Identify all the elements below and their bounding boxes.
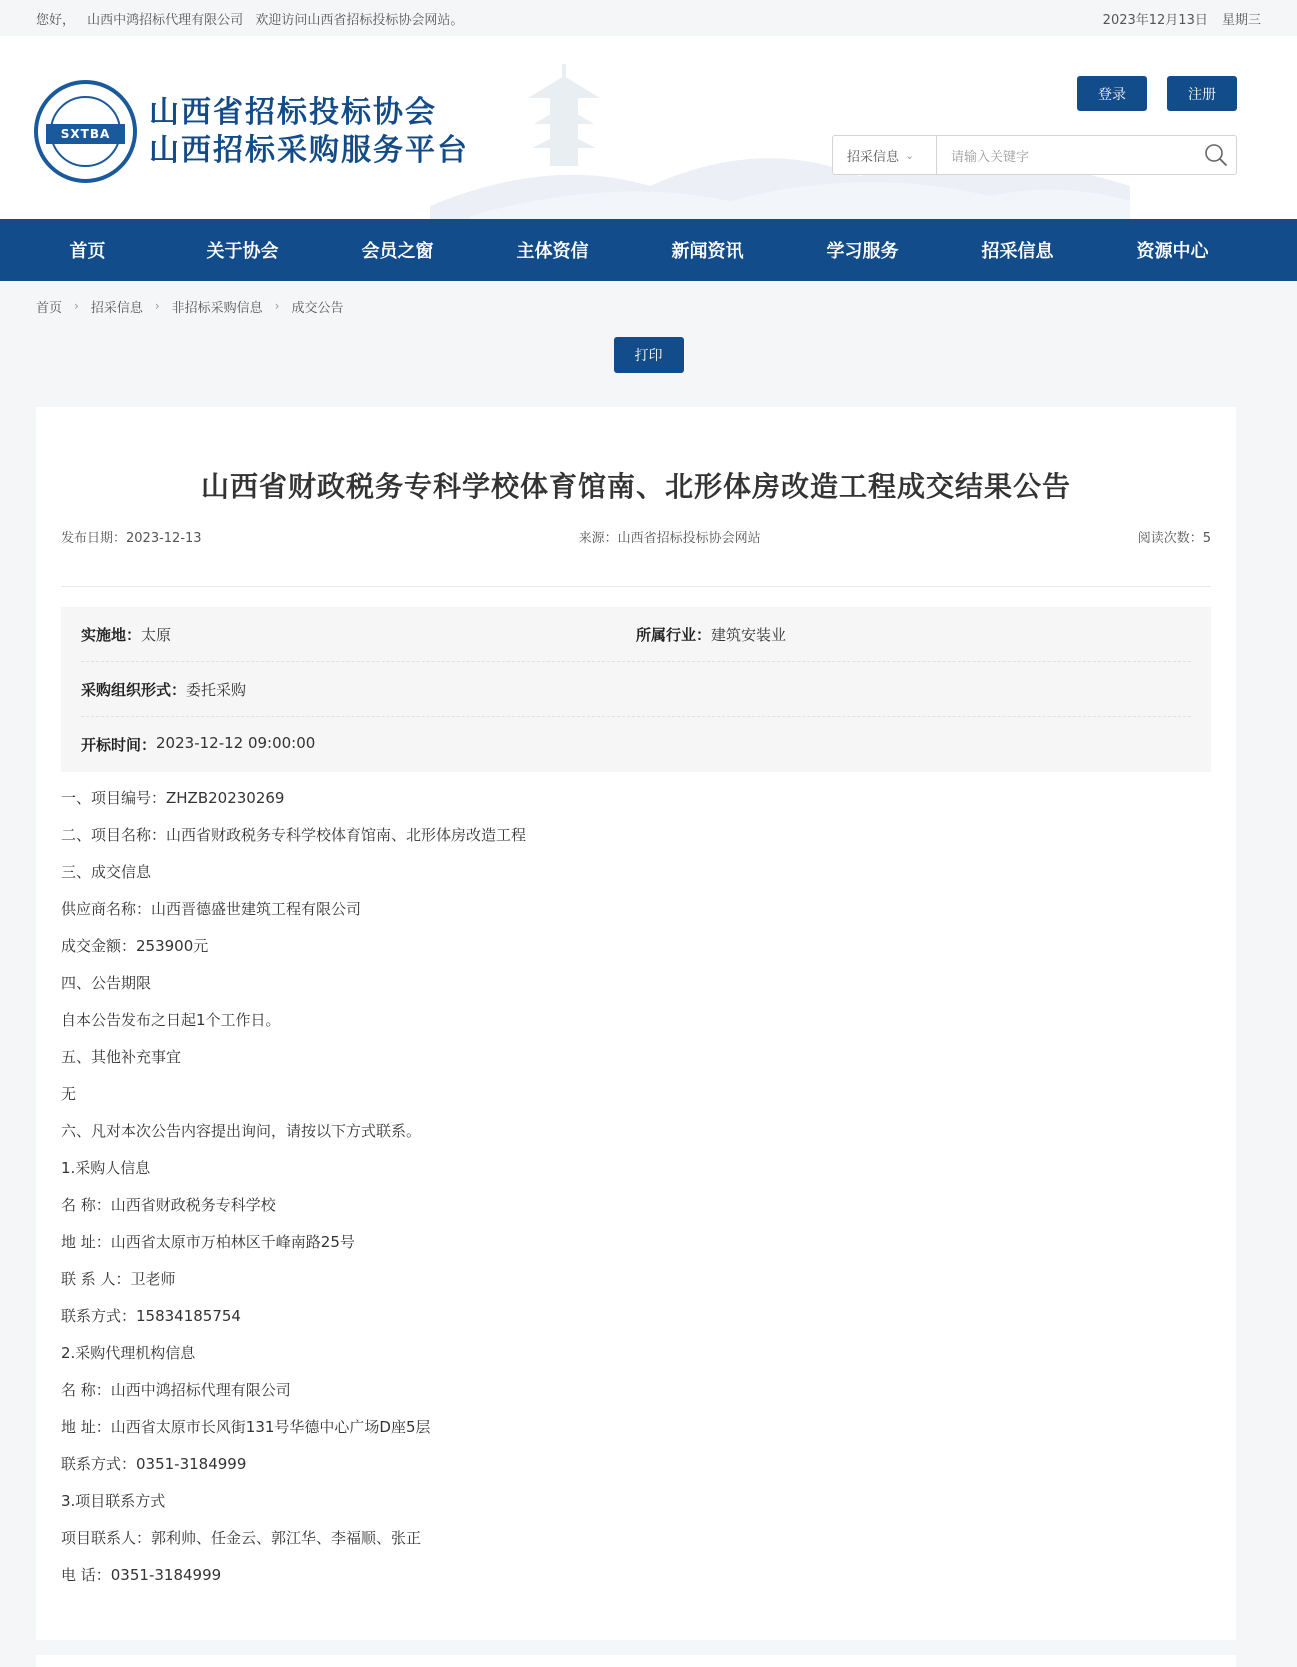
association-seal-logo: [34, 80, 137, 183]
bid-open-time-value: 2023-12-12 09:00:00: [156, 734, 316, 752]
login-button[interactable]: 登录: [1077, 76, 1147, 111]
breadcrumb-procurement[interactable]: 招采信息: [90, 300, 143, 316]
chevron-right-icon: ›: [74, 299, 79, 313]
top-info-bar: [0, 0, 1297, 36]
print-button[interactable]: 打印: [614, 337, 684, 373]
current-weekday: 星期三: [1221, 12, 1261, 28]
body-line: 3.项目联系方式: [61, 1492, 166, 1510]
body-line: 地 址：山西省太原市万柏林区千峰南路25号: [61, 1233, 355, 1251]
nav-item-learning[interactable]: 学习服务: [826, 241, 899, 262]
article-title: 山西省财政税务专科学校体育馆南、北形体房改造工程成交结果公告: [200, 470, 1071, 503]
breadcrumb-home[interactable]: 首页: [36, 300, 63, 316]
nav-item-credit[interactable]: 主体资信: [516, 241, 589, 262]
current-date: 2023年12月13日: [1102, 12, 1208, 28]
chevron-right-icon: ›: [274, 299, 280, 313]
main-nav: [0, 219, 1297, 281]
search-category-select[interactable]: [833, 136, 937, 174]
body-line: 1.采购人信息: [61, 1159, 151, 1177]
auth-buttons: [1077, 76, 1237, 111]
search-category-value: 招采信息: [847, 149, 900, 165]
article-card: [36, 407, 1236, 1640]
location-value: 太原: [141, 625, 172, 644]
nav-item-home[interactable]: 首页: [69, 241, 106, 262]
company-name: 山西中鸿招标代理有限公司: [87, 12, 244, 28]
body-line: 2.采购代理机构信息: [61, 1344, 196, 1362]
meta-divider: [61, 586, 1211, 587]
site-header: [0, 36, 1297, 219]
search-button[interactable]: [1196, 136, 1236, 174]
nav-item-news[interactable]: 新闻资讯: [671, 241, 744, 262]
search-input[interactable]: 请输入关键字: [951, 149, 1030, 165]
body-line: 项目联系人：郭利帅、任金云、郭江华、李福顺、张正: [61, 1529, 422, 1547]
industry-value: 建筑安装业: [711, 625, 787, 644]
body-line: 二、项目名称：山西省财政税务专科学校体育馆南、北形体房改造工程: [61, 826, 527, 844]
body-line: 名 称：山西中鸿招标代理有限公司: [61, 1381, 291, 1399]
body-line: 电 话：0351-3184999: [61, 1566, 222, 1584]
chevron-right-icon: ›: [154, 299, 160, 313]
breadcrumb: [0, 281, 1297, 331]
nav-item-members[interactable]: 会员之窗: [361, 241, 434, 262]
bid-open-time-label: 开标时间：: [81, 736, 157, 754]
welcome-area: [36, 9, 471, 28]
body-line: 自本公告发布之日起1个工作日。: [61, 1011, 281, 1029]
logo-abbreviation: SXTBA: [46, 124, 125, 144]
register-button[interactable]: 注册: [1167, 76, 1237, 111]
site-title-primary: 山西省招标投标协会: [149, 94, 437, 130]
site-logo[interactable]: [34, 80, 469, 183]
nav-item-about[interactable]: 关于协会: [206, 241, 279, 262]
body-line: 六、凡对本次公告内容提出询问，请按以下方式联系。: [61, 1122, 422, 1140]
location-label: 实施地：: [81, 625, 142, 644]
breadcrumb-non-tender[interactable]: 非招标采购信息: [171, 300, 263, 316]
info-row: [81, 662, 1191, 717]
date-area: [1093, 9, 1261, 28]
chevron-down-icon: ⌄: [905, 148, 915, 162]
info-row: [81, 607, 1191, 662]
breadcrumb-current: 成交公告: [291, 300, 344, 316]
body-line: 联系方式：15834185754: [61, 1307, 241, 1325]
info-row: [81, 717, 1191, 772]
org-form-label: 采购组织形式：: [81, 680, 187, 699]
body-line: 联系方式：0351-3184999: [61, 1455, 247, 1473]
article-meta: [36, 527, 1236, 546]
print-toolbar: [0, 331, 1297, 391]
view-count: 阅读次数：5: [1137, 531, 1211, 546]
pavilion-background-art: [430, 46, 1130, 219]
body-line: 一、项目编号：ZHZB20230269: [61, 789, 285, 807]
article-source: 来源：山西省招标投标协会网站: [578, 531, 761, 546]
body-line: 三、成交信息: [61, 863, 152, 881]
article-body: [36, 772, 1236, 1594]
industry-label: 所属行业：: [636, 625, 712, 644]
welcome-text: 欢迎访问山西省招标投标协会网站。: [255, 12, 464, 28]
nav-item-resources[interactable]: 资源中心: [1136, 241, 1209, 262]
greeting-text: 您好，: [36, 12, 76, 28]
site-title-secondary: 山西招标采购服务平台: [149, 132, 469, 168]
body-line: 名 称：山西省财政税务专科学校: [61, 1196, 276, 1214]
body-line: 四、公告期限: [61, 974, 152, 992]
body-line: 五、其他补充事宜: [61, 1048, 182, 1066]
body-line: 地 址：山西省太原市长风街131号华德中心广场D座5层: [61, 1418, 431, 1436]
publish-date: 发布日期：2023-12-13: [61, 531, 202, 546]
body-line: 供应商名称：山西晋德盛世建筑工程有限公司: [61, 900, 362, 918]
next-section-edge: [36, 1655, 1236, 1667]
nav-item-procurement[interactable]: 招采信息: [981, 241, 1054, 262]
body-line: 成交金额：253900元: [61, 937, 209, 955]
site-search: [832, 135, 1237, 175]
body-line: 无: [61, 1085, 77, 1103]
search-icon: [1204, 143, 1228, 167]
project-info-box: [61, 607, 1211, 772]
body-line: 联 系 人：卫老师: [61, 1270, 176, 1288]
org-form-value: 委托采购: [186, 680, 247, 699]
